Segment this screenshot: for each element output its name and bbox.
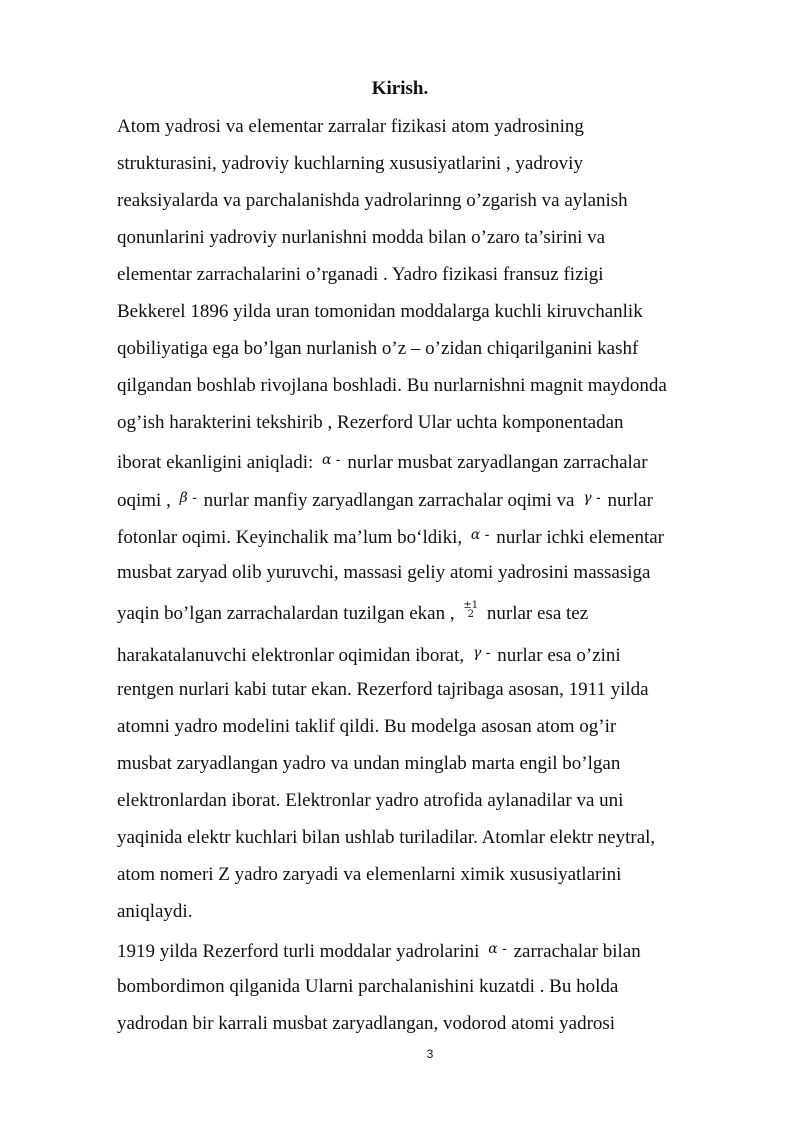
paragraph-line: bombordimon qilganida Ularni parchalanishini kuzatdi . Bu holda [117, 976, 619, 997]
paragraph-line: qobiliyatiga ega bo’lgan nurlanish o’z – o’zidan chiqarilganini kashf [117, 338, 639, 359]
paragraph-line: atom nomeri Z yadro zaryadi va elemenlarni ximik xususiyatlarini [117, 864, 622, 885]
paragraph-line: elektronlardan iborat. Elektronlar yadro atrofida aylanadilar va uni [117, 790, 624, 811]
line-text: oqimi , [117, 490, 171, 511]
fraction-denominator: 2 [467, 609, 474, 620]
paragraph-line: musbat zaryad olib yuruvchi, massasi geliy atomi yadrosini massasiga [117, 562, 651, 583]
line-text: nurlar [607, 490, 653, 511]
line-text: nurlar musbat zaryadlangan zarrachalar [347, 452, 648, 473]
paragraph-line: qonunlarini yadroviy nurlanishni modda bilan o’zaro ta’sirini va [117, 227, 606, 248]
paragraph-line: strukturasini, yadroviy kuchlarning xususiyatlarini , yadroviy [117, 153, 583, 174]
paragraph-line [117, 937, 641, 964]
line-text: nurlar esa o’zini [497, 645, 621, 666]
paragraph-line: atomni yadro modelini taklif qildi. Bu modelga asosan atom og’ir [117, 716, 617, 737]
paragraph-line: Bekkerel 1896 yilda uran tomonidan moddalarga kuchli kiruvchanlik [117, 301, 643, 322]
line-text: harakatalanuvchi elektronlar oqimidan iborat, [117, 645, 465, 666]
line-text: 1919 yilda Rezerford turli moddalar yadrolarini [117, 941, 480, 962]
line-text: yaqin bo’lgan zarrachalardan tuzilgan ekan , [117, 603, 455, 624]
paragraph-line [117, 641, 621, 668]
line-text: nurlar manfiy zaryadlangan zarrachalar oqimi va [203, 490, 575, 511]
paragraph-line: reaksiyalarda va parchalanishda yadrolarinng o’zgarish va aylanish [117, 190, 628, 211]
paragraph-line: yaqinida elektr kuchlari bilan ushlab turiladilar. Atomlar elektr neytral, [117, 827, 656, 848]
line-text: zarrachalar bilan [513, 941, 641, 962]
alpha-symbol: α - [488, 941, 507, 957]
document-title: Kirish. [371, 78, 429, 99]
line-text: iborat ekanligini aniqladi: [117, 452, 314, 473]
alpha-symbol: α - [470, 527, 490, 543]
line-text: fotonlar oqimi. Keyinchalik ma’lum bo‘ldiki, [117, 527, 463, 548]
page-number: 3 [426, 1047, 434, 1061]
paragraph-line [117, 448, 648, 475]
paragraph-line: rentgen nurlari kabi tutar ekan. Rezerford tajribaga asosan, 1911 yilda [117, 679, 649, 700]
line-text: nurlar esa tez [486, 603, 589, 624]
paragraph-line: aniqlaydi. [117, 901, 193, 922]
line-text: nurlar ichki elementar [496, 527, 665, 548]
paragraph-line: Atom yadrosi va elementar zarralar fizikasi atom yadrosining [117, 116, 584, 137]
beta-symbol: β - [179, 490, 197, 506]
paragraph-line: og’ish harakterini tekshirib , Rezerford Ular uchta komponentadan [117, 412, 624, 433]
fraction-numerator: ±1 [463, 600, 479, 611]
gamma-symbol: γ - [583, 490, 601, 506]
paragraph-line [117, 486, 653, 513]
paragraph-line: musbat zaryadlangan yadro va undan minglab marta engil bo’lgan [117, 753, 621, 774]
paragraph-line: yadrodan bir karrali musbat zaryadlangan, vodorod atomi yadrosi [117, 1013, 616, 1034]
plus-minus-half-fraction [463, 601, 478, 619]
paragraph-line [117, 601, 588, 626]
paragraph-line [117, 523, 664, 550]
gamma-symbol: γ - [472, 645, 491, 661]
paragraph-line: qilgandan boshlab rivojlana boshladi. Bu nurlarnishni magnit maydonda [117, 375, 667, 396]
alpha-symbol: α - [322, 452, 341, 468]
paragraph-line: elementar zarrachalarini o’rganadi . Yadro fizikasi fransuz fizigi [117, 264, 604, 285]
